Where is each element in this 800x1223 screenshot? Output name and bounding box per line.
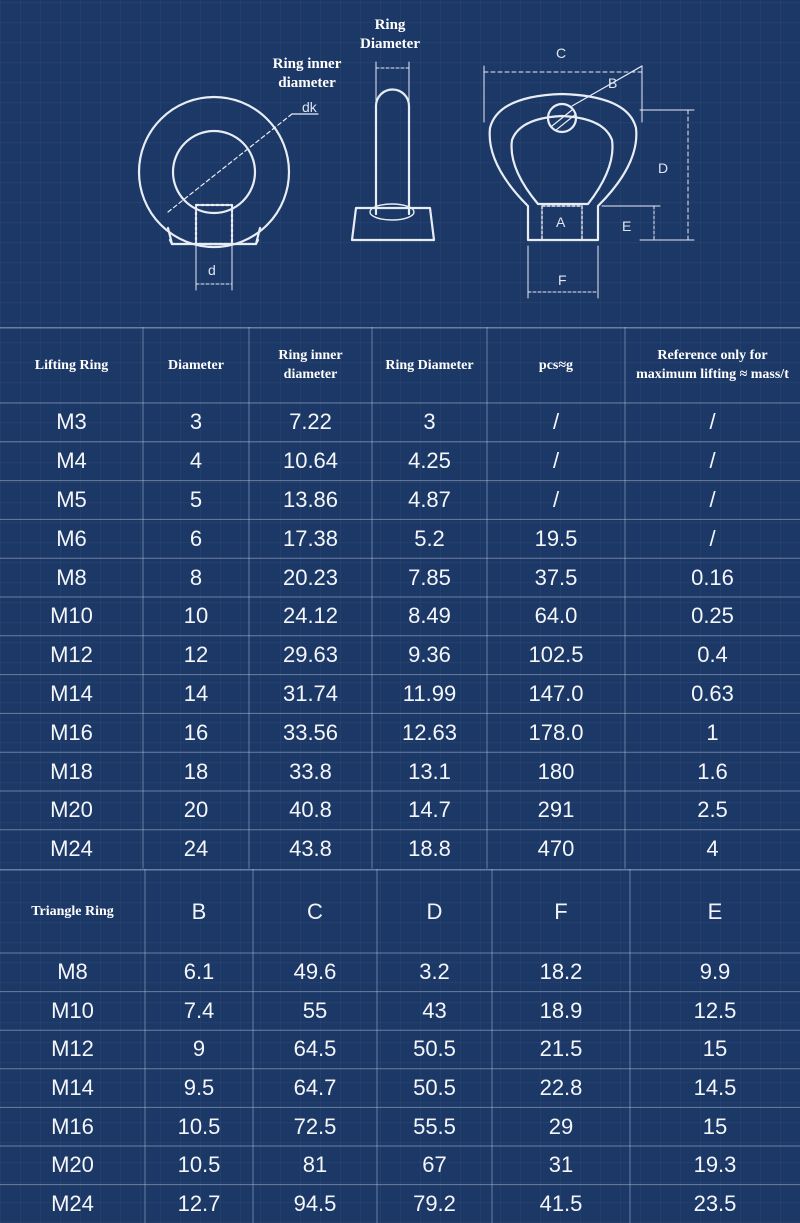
table-header-row (0, 869, 800, 953)
table-cell: M4 (56, 448, 87, 474)
table-cell: 12.5 (693, 997, 737, 1023)
table-cell: M12 (50, 642, 93, 668)
table-row (0, 675, 800, 714)
table-cell: 7.22 (289, 409, 332, 435)
table-row (0, 597, 800, 636)
table-cell: M16 (51, 1113, 94, 1139)
table-cell: 50.5 (413, 1075, 456, 1101)
table-cell: M8 (56, 564, 87, 590)
table-cell: 8.49 (408, 603, 451, 629)
table-cell: 14 (183, 680, 209, 706)
table-row (0, 713, 800, 752)
table-cell: 10.64 (282, 448, 339, 474)
column-header: pcs≈g (538, 357, 574, 373)
table-cell: 20 (183, 797, 209, 823)
table-cell: 7.4 (183, 997, 215, 1023)
table-cell: 43.8 (289, 836, 332, 862)
table-cell: 43 (422, 997, 447, 1023)
table-cell: 18.8 (408, 836, 451, 862)
table-cell: 178.0 (528, 719, 584, 745)
table-cell: 7.85 (408, 564, 451, 590)
dk-label: dk (302, 99, 317, 115)
table-cell: 0.63 (691, 680, 734, 706)
table-cell: / (709, 525, 716, 551)
table-cell: 18 (183, 758, 209, 784)
table-cell: 3 (423, 409, 436, 435)
table-cell: 19.3 (693, 1152, 737, 1178)
column-header: Ring inner diameter (278, 348, 343, 382)
table-cell: M14 (50, 680, 93, 706)
table-cell: 5.2 (414, 525, 445, 551)
column-header: F (554, 898, 568, 924)
table-cell: M20 (50, 797, 93, 823)
table-cell: 16 (183, 719, 209, 745)
table-cell: 20.23 (282, 564, 339, 590)
table-row (0, 558, 800, 597)
table-cell: 31 (548, 1152, 574, 1178)
table-cell: M10 (50, 603, 93, 629)
table-cell: / (552, 486, 560, 512)
table-cell: 147.0 (528, 680, 584, 706)
table-cell: 24 (183, 836, 209, 862)
triangle-ring-table (0, 869, 800, 1223)
table-cell: 64.0 (534, 603, 578, 629)
table-row (0, 953, 800, 992)
table-cell: 180 (537, 758, 575, 784)
table-row (0, 1107, 800, 1146)
table-cell: 40.8 (289, 797, 332, 823)
table-cell: 11.99 (402, 680, 457, 706)
table-cell: 55 (302, 997, 328, 1023)
table-cell: M16 (50, 719, 93, 745)
table-cell: 10.5 (177, 1152, 221, 1178)
table-cell: 9.9 (699, 959, 731, 985)
table-cell: 14.5 (693, 1075, 737, 1101)
table-cell: 13.86 (282, 486, 339, 512)
table-cell: 0.16 (691, 564, 734, 590)
table-cell: 0.4 (697, 642, 728, 668)
table-cell: 14.7 (408, 797, 451, 823)
column-header: Lifting Ring (34, 357, 109, 373)
table-cell: 81 (302, 1152, 328, 1178)
table-cell: / (552, 448, 560, 474)
table-cell: 12.7 (177, 1190, 221, 1216)
table-cell: 50.5 (413, 1036, 456, 1062)
table-row (0, 1069, 800, 1108)
table-cell: 10.5 (177, 1113, 221, 1139)
column-header: Ring Diameter (385, 357, 474, 373)
table-row (0, 1146, 800, 1185)
d-label: d (208, 262, 216, 278)
table-row (0, 442, 800, 481)
table-cell: / (709, 486, 716, 512)
table-cell: 9.5 (183, 1075, 215, 1101)
table-row (0, 752, 800, 791)
technical-drawing (0, 0, 800, 327)
table-cell: 1.6 (697, 758, 728, 784)
table-cell: 12 (183, 642, 209, 668)
table-cell: 22.8 (539, 1075, 583, 1101)
table-cell: M18 (50, 758, 93, 784)
table-cell: 4.87 (408, 486, 451, 512)
table-cell: M24 (50, 836, 93, 862)
table-cell: 18.9 (539, 997, 583, 1023)
table-cell: 10 (183, 603, 209, 629)
table-row (0, 1030, 800, 1069)
table-cell: 1 (706, 719, 719, 745)
column-header: C (307, 898, 323, 924)
column-header: D (426, 898, 443, 924)
table-row (0, 791, 800, 830)
table-cell: 33.8 (289, 758, 332, 784)
table-cell: 64.5 (293, 1036, 337, 1062)
table-cell: 9 (192, 1036, 206, 1062)
table-cell: M6 (56, 525, 87, 551)
table-cell: 29 (548, 1113, 574, 1139)
table-cell: M3 (56, 409, 87, 435)
table-cell: 94.5 (293, 1190, 337, 1216)
table-cell: 4 (706, 836, 719, 862)
table-cell: / (552, 409, 560, 435)
table-cell: 33.56 (282, 719, 339, 745)
e-label: E (622, 218, 632, 234)
column-header: Triangle Ring (31, 903, 114, 919)
table-cell: 31.74 (282, 680, 339, 706)
column-header: Reference only for maximum lifting ≈ mass/t (636, 348, 789, 382)
table-cell: 15 (702, 1113, 728, 1139)
table-cell: 29.63 (282, 642, 339, 668)
table-cell: 4.25 (408, 448, 451, 474)
table-cell: 4 (189, 448, 203, 474)
table-cell: 23.5 (693, 1190, 737, 1216)
table-cell: 2.5 (697, 797, 728, 823)
ring-diameter-label: Ring Diameter (360, 17, 420, 52)
table-row (0, 519, 800, 558)
lifting-ring-table (0, 327, 800, 869)
table-row (0, 481, 800, 520)
table-cell: 0.25 (691, 603, 734, 629)
table-header-row (0, 327, 800, 403)
table-cell: 6.1 (183, 959, 215, 985)
table-cell: 18.2 (539, 959, 583, 985)
table-cell: 8 (189, 564, 203, 590)
table-cell: 291 (537, 797, 575, 823)
table-cell: 17.38 (282, 525, 339, 551)
table-cell: / (709, 409, 716, 435)
triangle-ring-view (484, 66, 694, 298)
table-cell: 19.5 (534, 525, 578, 551)
table-cell: M14 (51, 1075, 94, 1101)
b-label: B (608, 75, 618, 91)
table-row (0, 830, 800, 869)
table-cell: 41.5 (539, 1190, 583, 1216)
table-cell: M8 (57, 959, 88, 985)
table-cell: 55.5 (413, 1113, 456, 1139)
table-cell: M20 (51, 1152, 94, 1178)
a-label: A (556, 214, 566, 230)
table-cell: 12.63 (401, 719, 458, 745)
table-cell: 37.5 (534, 564, 578, 590)
table-row (0, 992, 800, 1031)
table-cell: 49.6 (293, 959, 337, 985)
table-cell: M12 (51, 1036, 94, 1062)
table-cell: 24.12 (282, 603, 339, 629)
table-cell: 72.5 (293, 1113, 337, 1139)
table-cell: 102.5 (528, 642, 584, 668)
c-label: C (556, 45, 567, 61)
table-cell: 64.7 (293, 1075, 337, 1101)
ring-inner-diameter-label: Ring inner diameter (272, 56, 342, 91)
table-cell: 5 (189, 486, 203, 512)
table-cell: 13.1 (408, 758, 451, 784)
table-cell: 79.2 (413, 1190, 456, 1216)
table-cell: 15 (702, 1036, 728, 1062)
table-cell: 9.36 (408, 642, 451, 668)
table-cell: / (709, 448, 716, 474)
column-header: E (707, 898, 723, 924)
table-row (0, 403, 800, 442)
table-row (0, 1185, 800, 1223)
f-label: F (558, 272, 567, 288)
table-cell: M5 (56, 486, 87, 512)
ring-side-view (352, 62, 434, 240)
table-cell: 470 (537, 836, 575, 862)
table-cell: M24 (51, 1190, 94, 1216)
column-header: B (191, 898, 207, 924)
table-cell: 3.2 (419, 959, 450, 985)
table-cell: 3 (189, 409, 203, 435)
round-ring-front-view (139, 97, 318, 290)
d-dimension-label: D (658, 160, 669, 176)
table-cell: 6 (189, 525, 203, 551)
table-cell: 21.5 (539, 1036, 583, 1062)
table-row (0, 636, 800, 675)
column-header: Diameter (168, 357, 224, 373)
table-cell: 67 (422, 1152, 447, 1178)
table-cell: M10 (51, 997, 94, 1023)
